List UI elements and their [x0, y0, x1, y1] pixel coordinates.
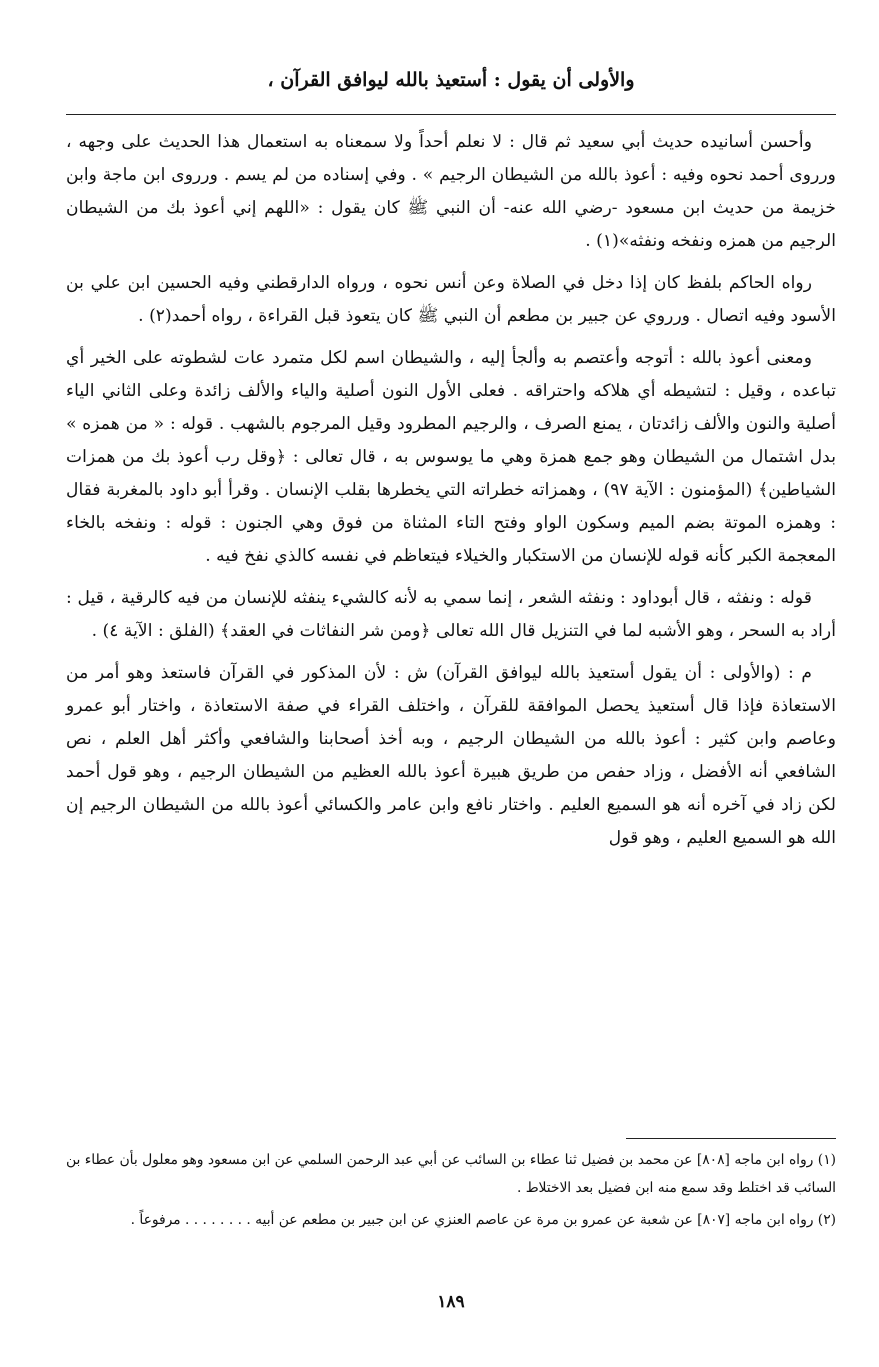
- running-head: والأولى أن يقول : أستعيذ بالله ليوافق القرآن ،: [267, 69, 635, 91]
- paragraph-2: رواه الحاكم بلفظ كان إذا دخل في الصلاة وعن أنس نحوه ، ورواه الدارقطني وفيه الحسين ابن علي بن الأسود وفيه اتصال . ورروي عن جبير بن مطعم أن النبي ﷺ كان يتعوذ قبل القراءة ، رواه أحمد(٢) .: [66, 273, 836, 326]
- book-page: [66, 60, 836, 1320]
- header-rule: [66, 114, 836, 115]
- footnote-rule: [626, 1138, 836, 1139]
- footnote-1: (١) رواه ابن ماجه [٨٠٨] عن محمد بن فضيل ثنا عطاء بن السائب عن أبي عبد الرحمن السلمي عن ابن مسعود وهو معلول بأن عطاء بن السائب قد اختلط وقد سمع منه ابن فضيل بعد الاختلاط .: [66, 1152, 837, 1196]
- footnotes: [66, 1146, 836, 1238]
- paragraph-3: ومعنى أعوذ بالله : أتوجه وأعتصم به وألجأ إليه ، والشيطان اسم لكل متمرد عات لشطوته على الخير أي تباعده ، وقيل : لتشيطه أي هلاكه واحتراقه . فعلى الأول النون أصلية والياء والألف زائدة وعلى الثاني الياء أصلية والنون والألف زائدتان ، يمنع الصرف ، والرجيم المطرود وقيل المرجوم بالشهب . قوله : « من همزه » بدل اشتمال من الشيطان وهو جمع همزة وهي ما يوسوس به ، قال تعالى : ﴿وقل رب أعوذ بك من همزات الشياطين﴾ (المؤمنون : الآية ٩٧) ، وهمزاته خطراته التي يخطرها بقلب الإنسان . وقرأ أبو داود بالمغربة فقال : وهمزه الموتة بضم الميم وسكون الواو وفتح التاء المثناة من فوق وهي الجنون : قوله : ونفخه بالخاء المعجمة الكبر كأنه قوله للإنسان من الاستكبار والخيلاء فيتعاظم في نفسه كالذي نفخ فيه .: [66, 348, 836, 566]
- paragraph-5: م : (والأولى : أن يقول أستعيذ بالله ليوافق القرآن) ش : لأن المذكور في القرآن فاستعذ وهو أمر من الاستعاذة فإذا قال أستعيذ يحصل الموافقة للقرآن ، واختلف القراء في صفة الاستعاذة ، واختار أبو عمرو وعاصم وابن كثير : أعوذ بالله من الشيطان الرجيم ، وبه أخذ أصحابنا والشافعي وأكثر أهل العلم ، نص الشافعي أنه الأفضل ، وزاد حفص من طريق هبيرة أعوذ بالله العظيم من الشيطان الرجيم ، وهو قول أحمد لكن زاد في آخره أنه هو السميع العليم . واختار نافع وابن عامر والكسائي أعوذ بالله من الشيطان الرجيم إن الله هو السميع العليم ، وهو قول: [66, 663, 836, 848]
- paragraph-1: وأحسن أسانيده حديث أبي سعيد ثم قال : لا نعلم أحداً ولا سمعناه به استعمال هذا الحديث على وجهه ، ورروى أحمد نحوه وفيه : أعوذ بالله من الشيطان الرجيم » . وفي إسناده من لم يسم . ورروى ابن ماجة وابن خزيمة من حديث ابن مسعود -رضي الله عنه- أن النبي ﷺ كان يقول : «اللهم إني أعوذ بك من الشيطان الرجيم من همزه ونفخه ونفثه»(١) .: [66, 132, 836, 251]
- page-number: ١٨٩: [437, 1292, 465, 1312]
- main-text: [66, 126, 836, 864]
- footnote-2: (٢) رواه ابن ماجه [٨٠٧] عن شعبة عن عمرو بن مرة عن عاصم العنزي عن ابن جبير بن مطعم عن أبيه . . . . . . . . مرفوعاً .: [130, 1212, 836, 1228]
- paragraph-4: قوله : ونفثه ، قال أبوداود : ونفثه الشعر ، إنما سمي به لأنه كالشيء ينفثه للإنسان من فيه كالرقية ، قيل : أراد به السحر ، وهو الأشبه لما في التنزيل قال الله تعالى ﴿ومن شر النفاثات في العقد﴾ (الفلق : الآية ٤) .: [66, 588, 836, 641]
